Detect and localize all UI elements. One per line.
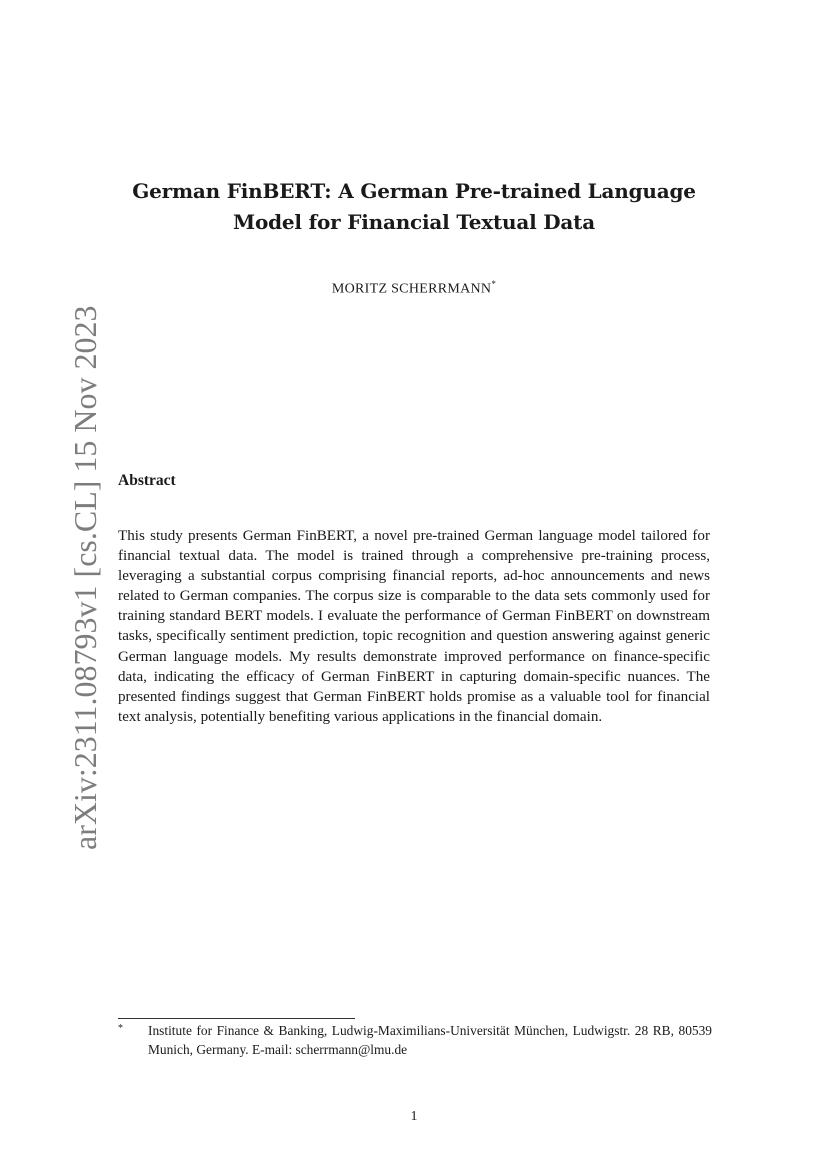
footnote-mark: * xyxy=(118,1023,123,1034)
paper-title-line-1: German FinBERT: A German Pre-trained Language xyxy=(132,179,696,203)
abstract-heading: Abstract xyxy=(118,472,176,489)
paper-title-line-2: Model for Financial Textual Data xyxy=(233,210,595,234)
footnote xyxy=(118,1022,712,1059)
page-number: 1 xyxy=(410,1109,418,1124)
paper-title xyxy=(110,176,718,238)
author-line xyxy=(110,279,718,298)
abstract-body: This study presents German FinBERT, a novel pre-trained German language model tailored for financial textual data. The model is trained through a comprehensive pre-training process, leveraging a substantial corpus comprising financial reports, ad-hoc announcements and news related to German companies. The corpus size is comparable to the data sets commonly used for training standard BERT models. I evaluate the performance of German FinBERT on downstream tasks, specifically sentiment prediction, topic recognition and question answering against generic German language models. My results demonstrate improved performance on finance-specific data, indicating the efficacy of German FinBERT in capturing domain-specific nuances. The presented findings suggest that German FinBERT holds promise as a valuable tool for financial text analysis, potentially benefiting various applications in the financial domain. xyxy=(118,528,710,725)
footnote-divider xyxy=(118,1018,355,1019)
author-footnote-mark: * xyxy=(491,279,497,289)
arxiv-identifier-stamp xyxy=(14,305,103,850)
arxiv-identifier-text: arXiv:2311.08793v1 [cs.CL] 15 Nov 2023 xyxy=(67,305,103,850)
author-name: MORITZ SCHERRMANN xyxy=(331,281,492,297)
footnote-text: Institute for Finance & Banking, Ludwig-Maximilians-Universität München, Ludwigstr. 28 RB, 80539 Munich, Germany. E-mail: scherrmann@lmu.de xyxy=(148,1023,712,1057)
